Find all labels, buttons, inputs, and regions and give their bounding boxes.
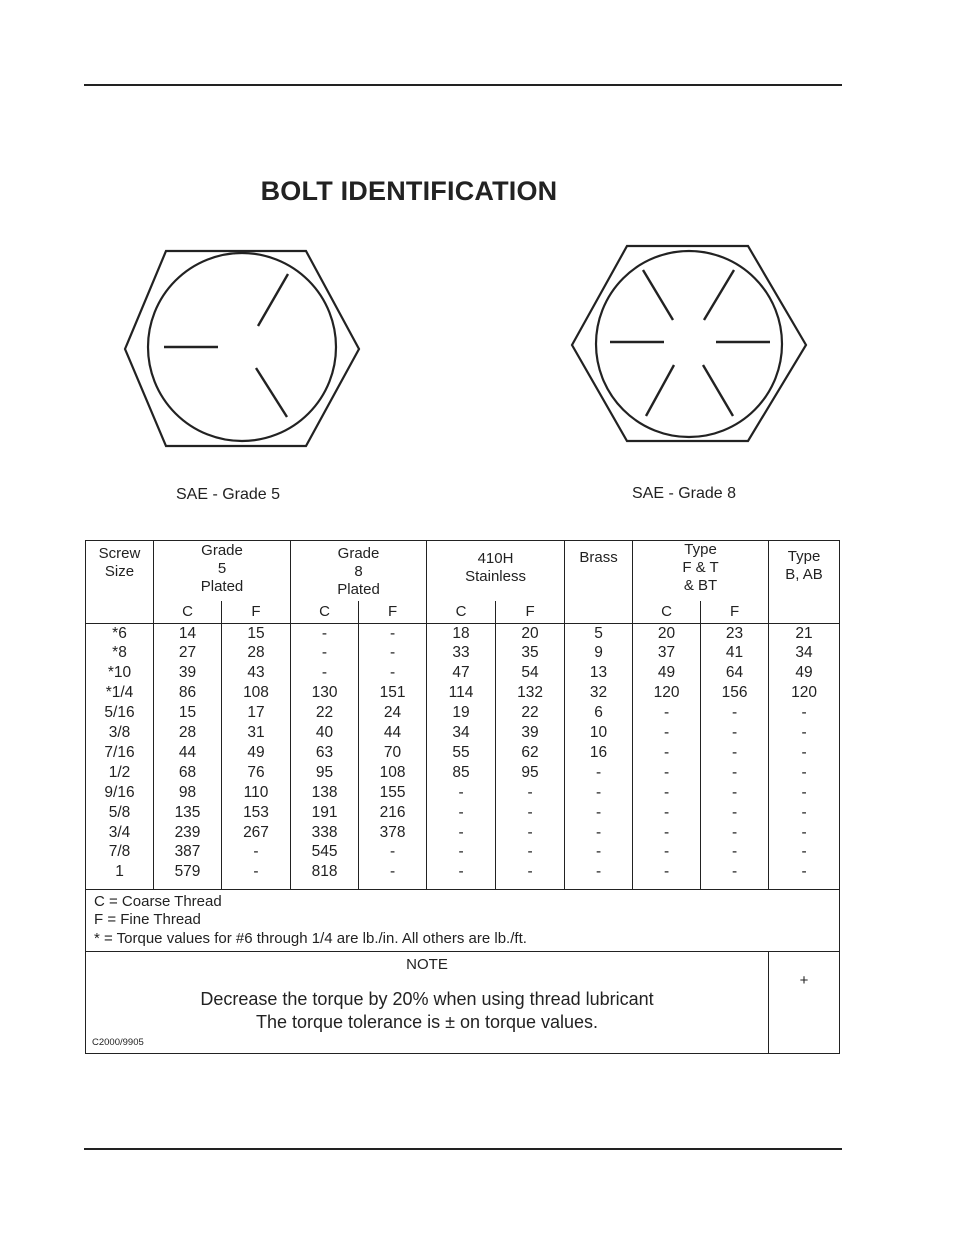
table-cell: - <box>595 803 602 821</box>
column-g8-c <box>291 623 359 889</box>
table-cell: 98 <box>178 783 197 801</box>
table-cell: 43 <box>247 664 265 682</box>
table-cell: 49 <box>795 664 813 682</box>
table-cell: 138 <box>311 783 338 801</box>
table-cell: *1/4 <box>105 684 134 702</box>
table-cell: - <box>801 823 807 841</box>
table-cell: 63 <box>315 743 334 761</box>
table-cell: 10 <box>589 724 608 742</box>
table-cell: - <box>595 863 602 881</box>
table-cell: 32 <box>589 684 608 702</box>
table-cell: 1/2 <box>108 763 131 781</box>
header-row <box>86 541 840 601</box>
table-cell: - <box>801 724 807 742</box>
table-cell: - <box>663 843 670 861</box>
table-cell: 64 <box>725 664 744 682</box>
table-cell: - <box>321 664 328 682</box>
legend-coarse: C = Coarse Thread <box>94 892 222 910</box>
table-cell: - <box>731 743 738 761</box>
table-cell: 76 <box>247 763 265 781</box>
table-cell: 44 <box>178 743 197 761</box>
subheader-g8-f: F <box>359 601 427 624</box>
table-cell: 95 <box>315 763 334 781</box>
table-cell: 9 <box>594 644 603 662</box>
table-cell: 55 <box>452 743 470 761</box>
note-line-2: The torque tolerance is ± on torque values. <box>255 1011 599 1032</box>
table-cell: 22 <box>315 704 334 722</box>
table-cell: - <box>801 704 807 722</box>
table-cell: - <box>253 863 259 881</box>
table-cell: - <box>389 664 396 682</box>
table-cell: - <box>595 783 602 801</box>
table-cell: - <box>527 803 533 821</box>
table-cell: 818 <box>311 863 338 881</box>
document-code: C2000/9905 <box>92 1037 144 1048</box>
column-g5-f <box>222 623 291 889</box>
plus-mark: + <box>799 972 809 989</box>
table-cell: - <box>527 863 533 881</box>
header-stainless: 410H Stainless <box>427 541 565 601</box>
table-cell: 156 <box>721 684 748 702</box>
table-cell: 155 <box>379 783 406 801</box>
table-cell: 28 <box>178 724 197 742</box>
table-cell: 5/16 <box>104 704 135 722</box>
subheader-g5-c: C <box>154 601 222 624</box>
table-cell: - <box>321 624 328 642</box>
table-cell: - <box>801 783 807 801</box>
table-cell: 151 <box>379 684 406 702</box>
table-cell: *8 <box>112 644 127 662</box>
table-cell: - <box>663 743 670 761</box>
header-type-bab: Type B, AB <box>769 541 840 624</box>
table-cell: 28 <box>247 644 265 662</box>
legend-torque-units: * = Torque values for #6 through 1/4 are lb./in. All others are lb./ft. <box>94 929 527 947</box>
table-cell: - <box>731 863 738 881</box>
table-cell: *6 <box>112 624 127 642</box>
table-cell: - <box>527 783 533 801</box>
table-cell: - <box>731 763 738 781</box>
column-sizes <box>86 623 154 889</box>
table-cell: 15 <box>247 624 265 642</box>
table-cell: - <box>663 803 670 821</box>
bolt-grade8-icon <box>569 244 809 444</box>
table-cell: 86 <box>178 684 197 702</box>
table-cell: - <box>663 823 670 841</box>
table-cell: *10 <box>107 664 132 682</box>
table-cell: - <box>731 823 738 841</box>
table-cell: 17 <box>247 704 265 722</box>
table-cell: 34 <box>452 724 470 742</box>
table-cell: 378 <box>379 823 406 841</box>
table-cell: - <box>731 724 738 742</box>
table-cell: 338 <box>311 823 338 841</box>
table-cell: - <box>595 823 602 841</box>
table-cell: 267 <box>243 823 269 841</box>
table-cell: - <box>321 644 328 662</box>
torque-table <box>85 540 840 1054</box>
table-cell: 108 <box>379 763 406 781</box>
table-cell: - <box>663 863 670 881</box>
table-cell: - <box>731 803 738 821</box>
subheader-g8-c: C <box>291 601 359 624</box>
column-ft-f <box>701 623 769 889</box>
table-cell: 19 <box>452 704 470 722</box>
legend-fine: F = Fine Thread <box>94 911 201 928</box>
table-cell: 37 <box>657 644 676 662</box>
note <box>86 952 769 1054</box>
table-cell: - <box>801 763 807 781</box>
table-cell: - <box>801 803 807 821</box>
header-grade5: Grade 5 Plated <box>154 541 291 601</box>
subheader-ft-f: F <box>701 601 769 624</box>
table-cell: 20 <box>521 624 539 642</box>
table-cell: 120 <box>653 684 680 702</box>
table-cell: - <box>458 803 464 821</box>
table-cell: - <box>253 843 259 861</box>
table-cell: 22 <box>521 704 539 722</box>
bottom-rule <box>84 1148 842 1150</box>
table-cell: 20 <box>657 624 676 642</box>
note-row <box>86 952 840 1054</box>
table-cell: - <box>527 843 533 861</box>
column-ss-f <box>496 623 565 889</box>
note-heading: NOTE <box>406 956 448 973</box>
column-g8-f <box>359 623 427 889</box>
note-line-1: Decrease the torque by 20% when using thread lubricant <box>200 989 654 1009</box>
table-cell: - <box>595 843 602 861</box>
table-cell: 5 <box>594 624 603 642</box>
table-cell: 6 <box>594 704 603 722</box>
table-cell: 70 <box>383 743 402 761</box>
table-cell: 239 <box>174 823 201 841</box>
table-cell: 7/16 <box>104 743 135 761</box>
table-cell: 110 <box>243 783 269 801</box>
header-grade8: Grade 8 Plated <box>291 541 427 601</box>
table-cell: 191 <box>311 803 338 821</box>
table-cell: 49 <box>657 664 676 682</box>
table-cell: 153 <box>243 803 269 821</box>
plus-cell <box>769 952 840 1054</box>
grade8-caption: SAE - Grade 8 <box>632 485 737 502</box>
table-cell: - <box>731 843 738 861</box>
bolt-grade5-icon <box>122 250 362 448</box>
table-cell: - <box>801 743 807 761</box>
table-cell: 68 <box>178 763 197 781</box>
table-cell: - <box>389 863 396 881</box>
table-cell: 3/8 <box>108 724 131 742</box>
table-cell: 47 <box>452 664 470 682</box>
table-cell: 14 <box>178 624 197 642</box>
table-cell: - <box>663 724 670 742</box>
table-cell: - <box>458 783 464 801</box>
table-cell: 39 <box>521 724 539 742</box>
table-cell: - <box>458 863 464 881</box>
header-type-ft: Type F & T & BT <box>633 541 769 601</box>
legend-row <box>86 889 840 952</box>
table-cell: 108 <box>243 684 269 702</box>
column-g5-c <box>154 623 222 889</box>
table-cell: 9/16 <box>104 783 135 801</box>
table-cell: 387 <box>174 843 201 861</box>
table-cell: 579 <box>174 863 201 881</box>
table-cell: 95 <box>521 763 539 781</box>
table-cell: 41 <box>725 644 744 662</box>
values-row <box>86 623 840 889</box>
table-cell: 18 <box>452 624 470 642</box>
table-cell: 114 <box>448 684 474 702</box>
table-cell: - <box>663 763 670 781</box>
table-cell: 54 <box>521 664 539 682</box>
header-screw-size: Screw Size <box>86 541 154 624</box>
column-bab <box>769 623 840 889</box>
header-brass: Brass <box>565 541 633 624</box>
table-cell: 120 <box>791 684 817 702</box>
table-cell: 62 <box>521 743 539 761</box>
subheader-ft-c: C <box>633 601 701 624</box>
column-ft-c <box>633 623 701 889</box>
table-cell: 216 <box>379 803 406 821</box>
table-cell: 130 <box>311 684 338 702</box>
table-cell: 16 <box>589 743 608 761</box>
table-cell: 24 <box>383 704 402 722</box>
table-cell: 40 <box>315 724 334 742</box>
table-cell: - <box>801 863 807 881</box>
subheader-ss-f: F <box>496 601 565 624</box>
table-cell: 33 <box>452 644 470 662</box>
table-cell: 135 <box>174 803 201 821</box>
subheader-ss-c: C <box>427 601 496 624</box>
table-cell: - <box>389 843 396 861</box>
table-cell: - <box>663 783 670 801</box>
subheader-row <box>86 601 840 624</box>
table-cell: 21 <box>795 624 813 642</box>
table-cell: 23 <box>725 624 744 642</box>
table-cell: 39 <box>178 664 197 682</box>
table-cell: 44 <box>383 724 402 742</box>
table-cell: - <box>801 843 807 861</box>
legend <box>86 889 840 952</box>
column-ss-c <box>427 623 496 889</box>
table-cell: - <box>595 763 602 781</box>
table-cell: - <box>458 843 464 861</box>
table-cell: 34 <box>795 644 813 662</box>
table-cell: 3/4 <box>108 823 131 841</box>
subheader-g5-f: F <box>222 601 291 624</box>
table-cell: 27 <box>178 644 197 662</box>
table-cell: 13 <box>589 664 608 682</box>
table-cell: 1 <box>115 863 124 881</box>
table-cell: - <box>663 704 670 722</box>
page-title: BOLT IDENTIFICATION <box>260 176 558 206</box>
table-cell: 85 <box>452 763 470 781</box>
table-cell: 132 <box>517 684 543 702</box>
table-cell: 31 <box>247 724 265 742</box>
table-cell: 545 <box>311 843 338 861</box>
grade5-caption: SAE - Grade 5 <box>176 486 281 503</box>
top-rule <box>84 84 842 86</box>
column-brass <box>565 623 633 889</box>
table-cell: 5/8 <box>108 803 131 821</box>
table-cell: - <box>389 624 396 642</box>
table-cell: 35 <box>521 644 539 662</box>
table-cell: 49 <box>247 743 265 761</box>
table-cell: 7/8 <box>108 843 131 861</box>
table-cell: - <box>458 823 464 841</box>
table-cell: - <box>731 704 738 722</box>
table-cell: 15 <box>178 704 197 722</box>
table-cell: - <box>731 783 738 801</box>
table-cell: - <box>527 823 533 841</box>
table-cell: - <box>389 644 396 662</box>
